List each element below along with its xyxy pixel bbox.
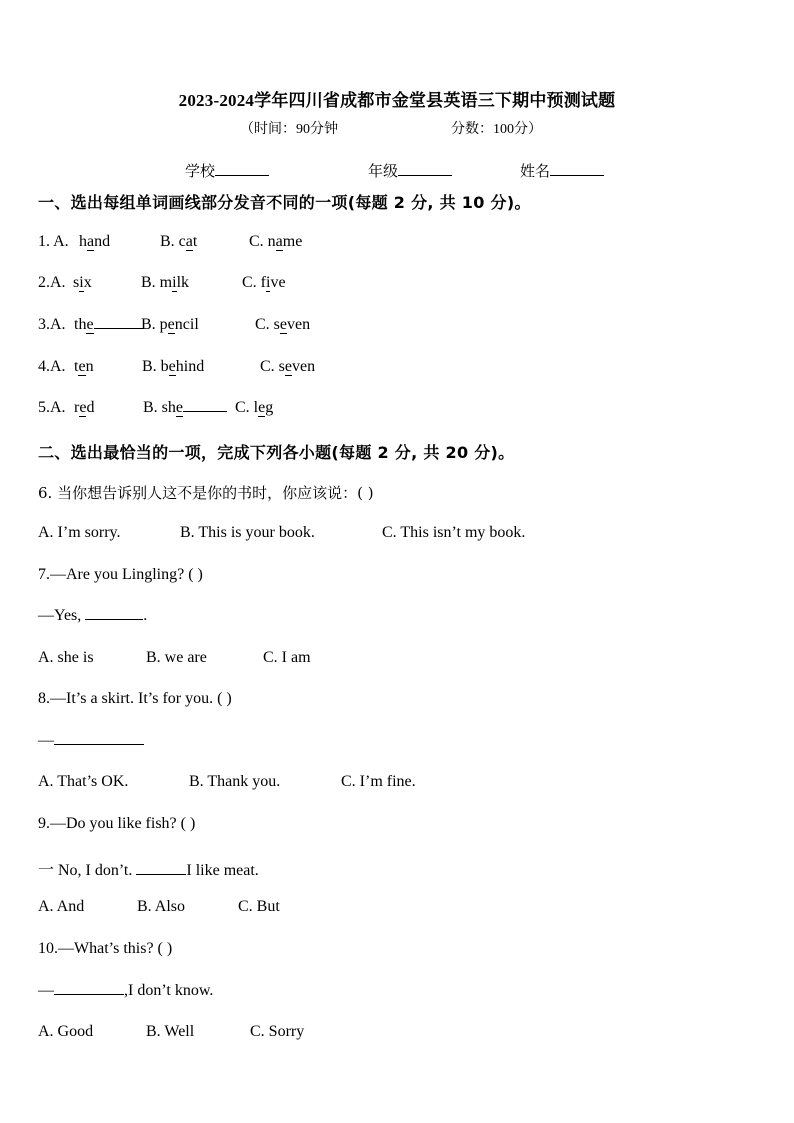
question-3-option-b: B. pencil (141, 316, 199, 333)
question-1-option-b: B. cat (160, 233, 198, 250)
question-8-option-b: B. Thank you. (189, 773, 281, 790)
question-3-option-c: C. seven (255, 316, 311, 333)
name-field (520, 160, 604, 181)
exam-score: 分数：100分） (451, 122, 542, 137)
question-9-reply: 一 No, I don’t. I like meat. (38, 862, 259, 879)
question-10-option-b: B. Well (146, 1023, 195, 1040)
question-8-option-a: A. That’s OK. (38, 773, 129, 790)
grade-label: 年级 (368, 164, 399, 180)
question-1-number: 1. A. (38, 233, 69, 250)
question-7-option-b: B. we are (146, 649, 207, 666)
question-3-option-a: the (74, 316, 144, 334)
question-10-option-c: C. Sorry (250, 1023, 305, 1040)
question-9-option-c: C. But (238, 898, 280, 915)
question-7-option-c: C. I am (263, 649, 311, 666)
question-5-number: 5.A. (38, 399, 66, 416)
question-7-reply: —Yes, . (38, 607, 148, 624)
section-1-heading: 一、选出每组单词画线部分发音不同的一项(每题 2 分, 共 10 分)。 (38, 193, 531, 212)
question-2-option-c: C. five (242, 274, 286, 291)
school-field (185, 160, 269, 181)
question-4-option-b: B. behind (142, 358, 205, 375)
question-9-option-a: A. And (38, 898, 85, 915)
school-blank[interactable] (215, 161, 269, 176)
question-4-option-a: ten (74, 358, 94, 375)
question-9-stem: 9.—Do you like fish? ( ) (38, 815, 196, 832)
page-title: 2023-2024学年四川省成都市金堂县英语三下期中预测试题 (178, 91, 616, 110)
question-8-stem: 8.—It’s a skirt. It’s for you. ( ) (38, 690, 232, 707)
question-5-option-c: C. leg (235, 399, 274, 416)
grade-field (368, 160, 452, 181)
question-10-reply: — ,I don’t know. (38, 982, 214, 999)
question-6-stem: 6. 当你想告诉别人这不是你的书时，你应该说：( ) (38, 484, 374, 502)
exam-time: （时间：90分钟 (240, 122, 338, 137)
question-8-reply: — (38, 732, 144, 750)
question-10-stem: 10.—What’s this? ( ) (38, 940, 173, 957)
school-label: 学校 (185, 164, 216, 180)
name-label: 姓名 (520, 164, 551, 180)
grade-blank[interactable] (398, 161, 452, 176)
question-7-option-a: A. she is (38, 649, 94, 666)
name-blank[interactable] (550, 161, 604, 176)
section-2-heading: 二、选出最恰当的一项，完成下列各小题(每题 2 分, 共 20 分)。 (38, 443, 515, 462)
question-4-option-c: C. seven (260, 358, 316, 375)
question-1-option-a: hand (79, 233, 111, 250)
question-1-option-c: C. name (249, 233, 303, 250)
question-4-number: 4.A. (38, 358, 66, 375)
question-6-option-b: B. This is your book. (180, 524, 315, 541)
question-6-option-a: A. I’m sorry. (38, 524, 121, 541)
question-9-option-b: B. Also (137, 898, 186, 915)
question-5-option-a: red (74, 399, 95, 416)
question-2-option-b: B. milk (141, 274, 190, 291)
question-7-stem: 7.—Are you Lingling? ( ) (38, 566, 203, 583)
question-3-number: 3.A. (38, 316, 66, 333)
question-8-option-c: C. I’m fine. (341, 773, 416, 790)
question-5-option-b: B. she (143, 399, 227, 417)
question-2-option-a: six (73, 274, 92, 291)
question-6-option-c: C. This isn’t my book. (382, 524, 526, 541)
question-2-number: 2.A. (38, 274, 66, 291)
question-10-option-a: A. Good (38, 1023, 94, 1040)
